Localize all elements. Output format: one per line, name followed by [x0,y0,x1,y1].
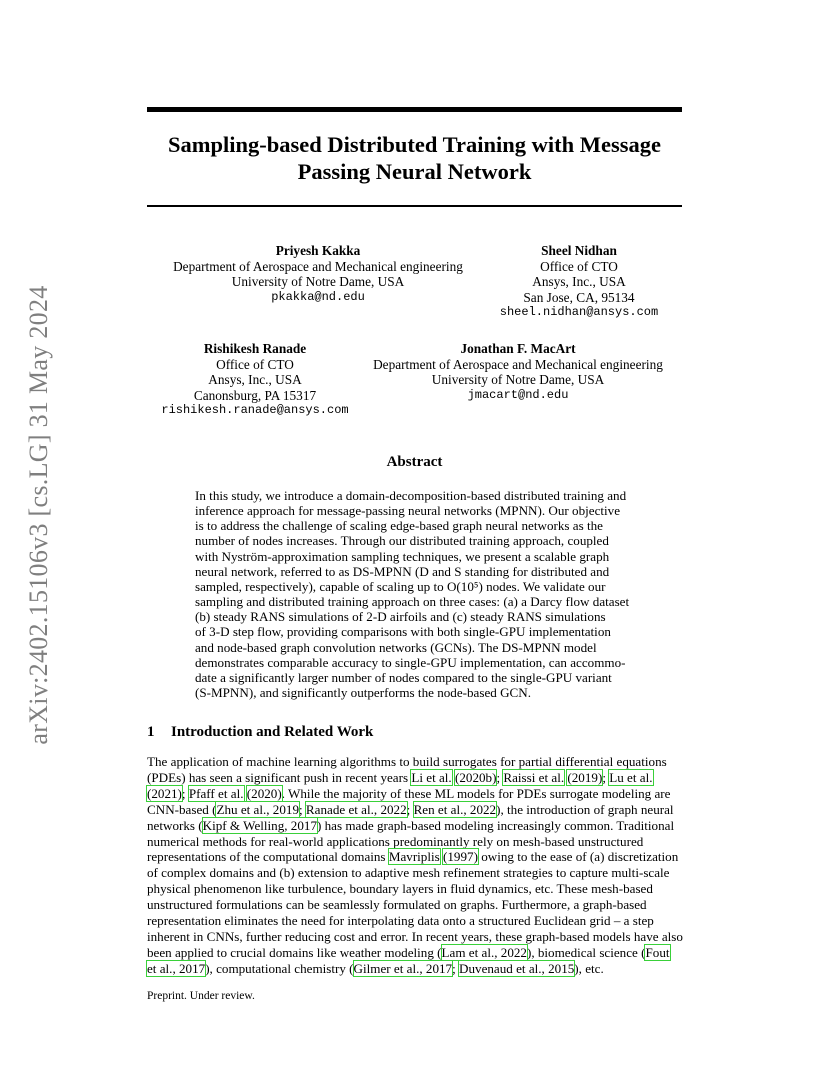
citation-link[interactable]: Mavriplis [388,849,440,865]
abstract-line: (S-MPNN), and significantly outperforms the node-based GCN. [195,685,532,701]
intro-line: been applied to crucial domains like weather modeling (Lam et al., 2022), biomedical science (Fout [147,944,670,960]
abstract-line: of 3-D step flow, providing comparisons with both single-GPU implementation [195,624,611,640]
abstract-line: with Nyström-approximation sampling techniques, we present a scalable graph [195,548,610,564]
citation-link[interactable]: Fout [645,944,670,960]
section-heading [147,724,373,741]
abstract-line: (b) steady RANS simulations of 2-D airfoils and (c) steady RANS simulations [195,609,606,625]
intro-line: of complex domains and (b) extension to adaptive mesh refinement strategies to capture multi-scale [147,865,670,881]
citation-link[interactable]: Pfaff et al. [188,785,244,801]
intro-line: networks (Kipf & Welling, 2017) has made graph-based modeling increasingly common. Traditional [147,817,675,833]
citation-link[interactable]: Lam et al., 2022 [441,944,527,960]
author-email[interactable]: sheel.nidhan@ansys.com [499,305,659,319]
author-block [495,243,663,321]
author-name: Priyesh Kakka [275,243,361,258]
author-affiliation: Department of Aerospace and Mechanical engineering [373,356,663,372]
citation-link[interactable]: (2020b) [454,769,497,785]
citation-link[interactable]: Raissi et al. [503,769,565,785]
author-name: Rishikesh Ranade [203,341,307,356]
author-email[interactable]: rishikesh.ranade@ansys.com [161,403,349,417]
citation-link[interactable]: (2021) [147,785,182,801]
abstract-line: sampling and distributed training approach on three cases: (a) a Darcy flow dataset [195,594,630,610]
intro-line: representations of the computational domains Mavriplis (1997) owing to the ease of (a) discretization [147,849,679,865]
citation-link[interactable]: Kipf & Welling, 2017 [202,817,317,833]
intro-line: (2021); Pfaff et al. (2020). While the majority of these ML models for PDEs surrogate modeling are [147,785,671,801]
author-affiliation: Ansys, Inc., USA [208,372,302,387]
citation-link[interactable]: Duvenaud et al., 2015 [459,960,575,976]
author-affiliation: San Jose, CA, 95134 [523,289,635,305]
title-line-1: Sampling-based Distributed Training with Message [168,132,661,157]
intro-line: The application of machine learning algorithms to build surrogates for partial differential equations [147,754,667,769]
arxiv-stamp-text: arXiv:2402.15106v3 [cs.LG] 31 May 2024 [24,285,53,745]
abstract-line: neural network, referred to as DS-MPNN (D and S standing for distributed and [195,563,610,579]
author-name: Sheel Nidhan [541,243,617,258]
intro-line: physical phenomenon like turbulence, boundary layers in fluid dynamics, etc. These mesh-based [147,881,653,897]
intro-line: numerical methods for real-world applications predominantly rely on mesh-based unstructured [147,833,644,849]
author-affiliation: Ansys, Inc., USA [532,274,626,289]
citation-link[interactable]: Ren et al., 2022 [413,801,497,817]
citation-link[interactable]: Gilmer et al., 2017 [353,960,453,976]
abstract-line: sampled, respectively), capable of scaling up to O(10⁵) nodes. We validate our [195,578,606,594]
author-email[interactable]: jmacart@nd.edu [467,387,569,402]
author-affiliation: Department of Aerospace and Mechanical engineering [173,258,463,274]
author-affiliation: Office of CTO [216,356,294,372]
author-affiliation: Office of CTO [540,258,618,274]
abstract-line: and node-based graph convolution networks (GCNs). The DS-MPNN model [195,639,597,655]
author-block [366,341,670,403]
abstract-line: demonstrates comparable accuracy to single-GPU implementation, can accommo- [195,654,626,670]
abstract-heading: Abstract [386,454,443,470]
abstract-line: date a significantly larger number of nodes compared to the single-GPU variant [195,669,612,685]
paper-title [147,131,682,185]
abstract-line: In this study, we introduce a domain-decomposition-based distributed training and [195,488,627,503]
title-top-rule [147,107,682,112]
author-block [168,243,468,305]
citation-link[interactable]: Lu et al. [609,769,653,785]
section-title: Introduction and Related Work [171,724,374,740]
intro-line: (PDEs) has seen a significant push in recent years Li et al. (2020b); Raissi et al. (2019); Lu et al. [147,769,653,785]
author-affiliation: University of Notre Dame, USA [431,372,605,387]
abstract-line: is to address the challenge of scaling edge-based graph neural networks as the [195,518,603,534]
title-line-2: Passing Neural Network [297,159,532,184]
citation-link[interactable]: Zhu et al., 2019 [216,801,299,817]
section-number: 1 [147,724,155,740]
intro-line: et al., 2017), computational chemistry (Gilmer et al., 2017; Duvenaud et al., 2015), etc. [147,960,604,976]
intro-line: unstructured formulations can be seamlessly formulated on graphs. Furthermore, a graph-based [147,897,647,913]
abstract-text [195,488,635,700]
intro-paragraph [147,754,682,977]
citation-link[interactable]: (2019) [567,769,603,785]
author-name: Jonathan F. MacArt [460,341,576,356]
intro-line: CNN-based (Zhu et al., 2019; Ranade et al., 2022; Ren et al., 2022), the introduction of graph neural [147,801,674,817]
author-block [160,341,350,419]
author-email[interactable]: pkakka@nd.edu [271,289,365,304]
title-bottom-rule [147,205,682,207]
citation-link[interactable]: et al., 2017 [147,960,206,976]
author-affiliation: University of Notre Dame, USA [231,274,405,289]
citation-link[interactable]: Li et al. [411,769,452,785]
intro-line: representation eliminates the need for interpolating data onto a structured Euclidean grid – a step [147,913,654,929]
footer-note: Preprint. Under review. [147,990,255,1002]
citation-link[interactable]: (2020) [246,785,282,801]
citation-link[interactable]: (1997) [443,849,478,865]
intro-line: inherent in CNNs, further reducing cost and error. In recent years, these graph-based models have also [147,928,683,944]
abstract-line: number of nodes increases. Through our distributed training approach, coupled [195,533,609,549]
abstract-line: inference approach for message-passing neural networks (MPNN). Our objective [195,503,621,519]
author-affiliation: Canonsburg, PA 15317 [193,387,317,403]
citation-link[interactable]: Ranade et al., 2022 [305,801,407,817]
